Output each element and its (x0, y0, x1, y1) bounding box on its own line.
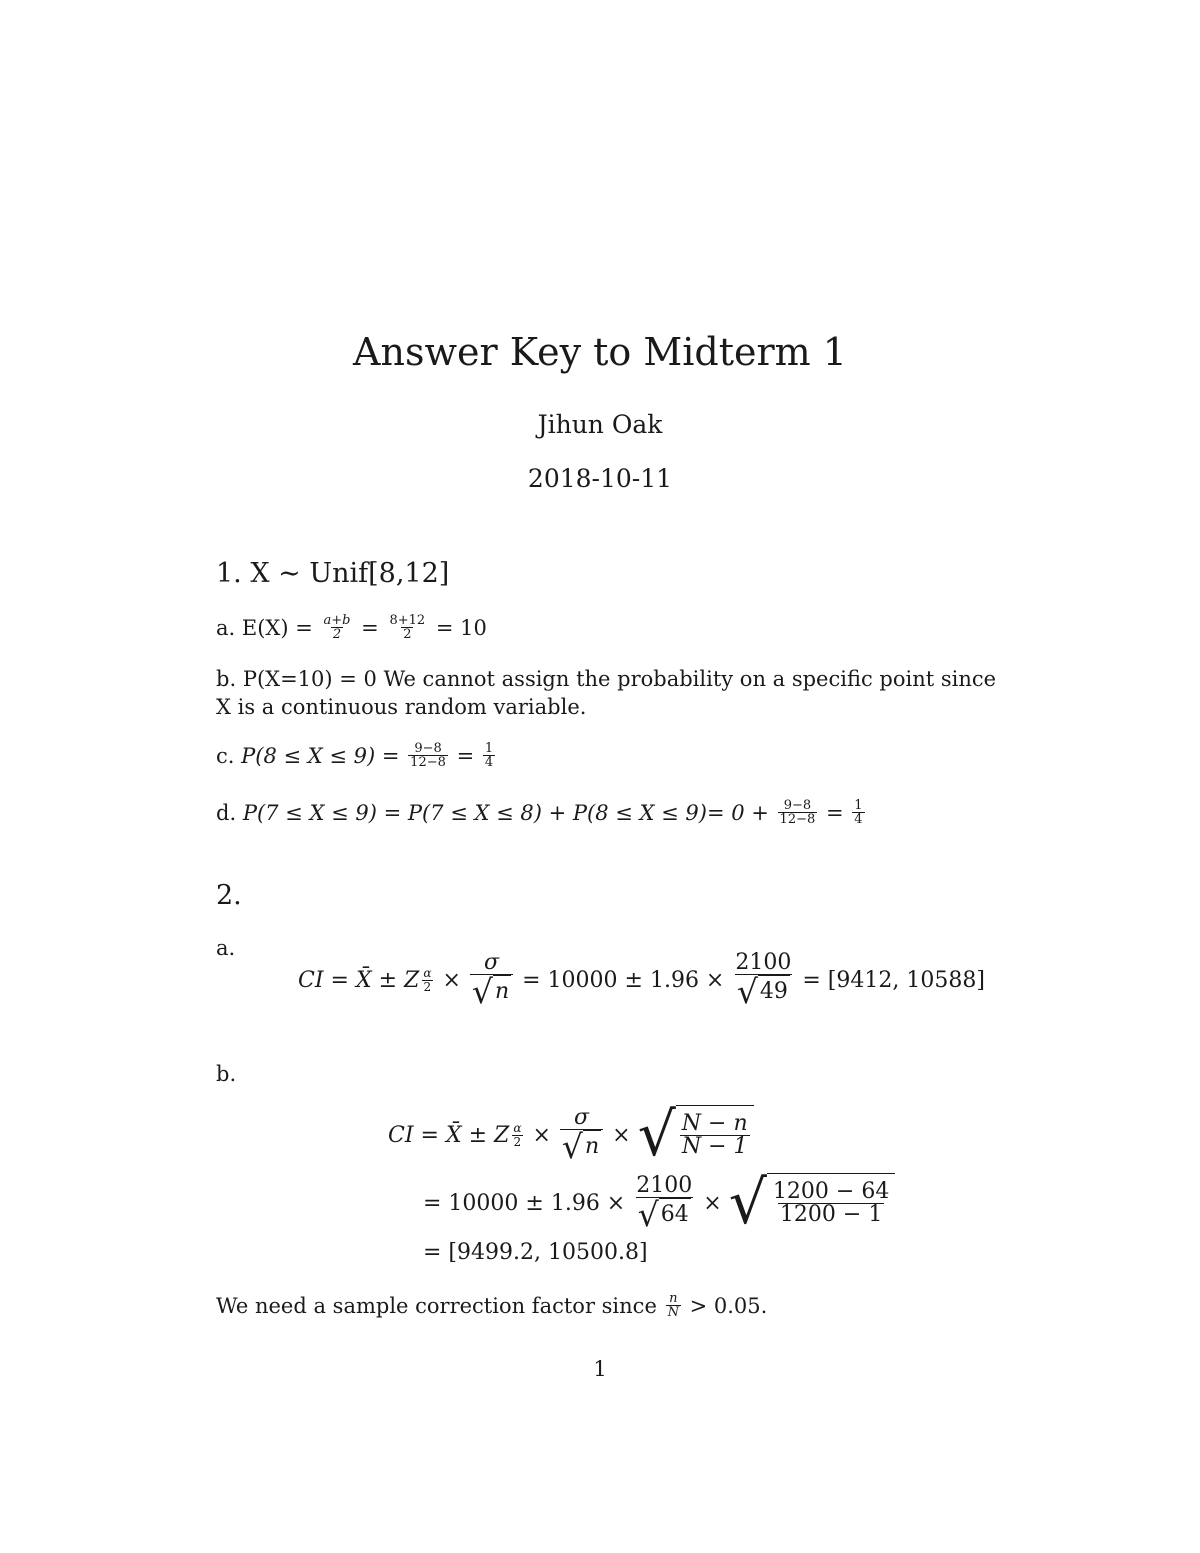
document-title: Answer Key to Midterm 1 (353, 330, 847, 374)
q2b-line2-lhs: = 10000 ± 1.96 × (423, 1190, 626, 1216)
q1c-lhs: P(8 ≤ X ≤ 9) = (241, 743, 400, 768)
q2b-equation-line-1 (388, 1100, 754, 1170)
q1c-fraction-1: $\frac{9-8}{12-8}$ (410, 741, 446, 770)
q1-part-d (216, 799, 867, 826)
page-number: 1 (593, 1357, 607, 1381)
q1a-equals: = (361, 615, 379, 640)
q1-part-b (216, 667, 996, 691)
q2a-mid: = 10000 ± 1.96 × (522, 967, 725, 993)
q2b-ci-lhs: CI = X̄ ± Z (388, 1122, 510, 1148)
q2-note-text: We need a sample correction factor since (216, 1293, 657, 1318)
q2a-value-fraction: 2100 √ 49 (735, 950, 792, 1011)
q2a-equation (298, 950, 985, 1011)
q1d-fraction-1: $\frac{9-8}{12-8}$ (779, 798, 816, 827)
q1d-lhs: P(7 ≤ X ≤ 9) = P(7 ≤ X ≤ 8) + P(8 ≤ X ≤ 9)= 0 + (242, 800, 769, 825)
q2b-times: × (532, 1122, 551, 1148)
q2b-z-subscript: $\frac{\alpha}{2}$ (513, 1121, 522, 1149)
q1b-text-2: X is a continuous random variable. (216, 695, 587, 719)
q2-note-post: > 0.05. (689, 1293, 768, 1318)
q1d-fraction-2: $\frac{1}{4}$ (854, 798, 863, 827)
q1-part-c (216, 742, 497, 769)
q2b-line2-fraction: 2100 √ 64 (636, 1173, 693, 1234)
q2b-equation-line-2 (423, 1168, 895, 1238)
q2b-times-2: × (612, 1122, 631, 1148)
question-1-heading: 1. X ∼ Unif[8,12] (216, 558, 450, 589)
q2-note-fraction: $\frac{n}{N}$ (667, 1291, 679, 1320)
q1-part-a (216, 614, 487, 641)
q2a-z-subscript: $\frac{\alpha}{2}$ (423, 966, 432, 994)
q1a-lhs: E(X) = (241, 615, 313, 640)
q2-note (216, 1292, 767, 1319)
q1a-result: = 10 (435, 615, 487, 640)
q1c-fraction-2: $\frac{1}{4}$ (484, 741, 494, 770)
q2a-result: = [9412, 10588] (802, 967, 985, 993)
q2b-result: = [9499.2, 10500.8] (423, 1240, 648, 1265)
question-2-heading: 2. (216, 880, 242, 911)
q1a-fraction-2: $\frac{8+12}{2}$ (389, 613, 426, 642)
q2a-ci-lhs: CI = X̄ ± Z (298, 967, 420, 993)
q2b-line2-times: × (703, 1190, 722, 1216)
q2b-label: b. (216, 1062, 237, 1086)
author: Jihun Oak (537, 410, 663, 439)
q2b-fpc-root: √ $\frac{N - n}{N - 1}$ (638, 1105, 754, 1165)
q1d-equals: = (825, 800, 844, 825)
q2b-sigma-fraction: σ √ n (560, 1107, 603, 1163)
q1a-fraction-1: $\frac{a+b}{2}$ (323, 613, 351, 642)
q1b-text-1: P(X=10) = 0 We cannot assign the probability on a specific point since (242, 667, 997, 691)
q2a-sigma-fraction: σ √ n (470, 952, 513, 1008)
q2a-times: × (442, 967, 461, 993)
q1c-label: c. (216, 743, 235, 768)
q1d-label: d. (216, 800, 237, 825)
q2a-label: a. (216, 936, 236, 960)
date: 2018-10-11 (527, 464, 673, 493)
q2b-line2-fpc-root: √ $\frac{1200 - 64}{1200 - 1}$ (729, 1173, 896, 1233)
q1a-label: a. (216, 615, 236, 640)
q1c-equals: = (456, 743, 475, 768)
q1b-label: b. (216, 667, 237, 691)
